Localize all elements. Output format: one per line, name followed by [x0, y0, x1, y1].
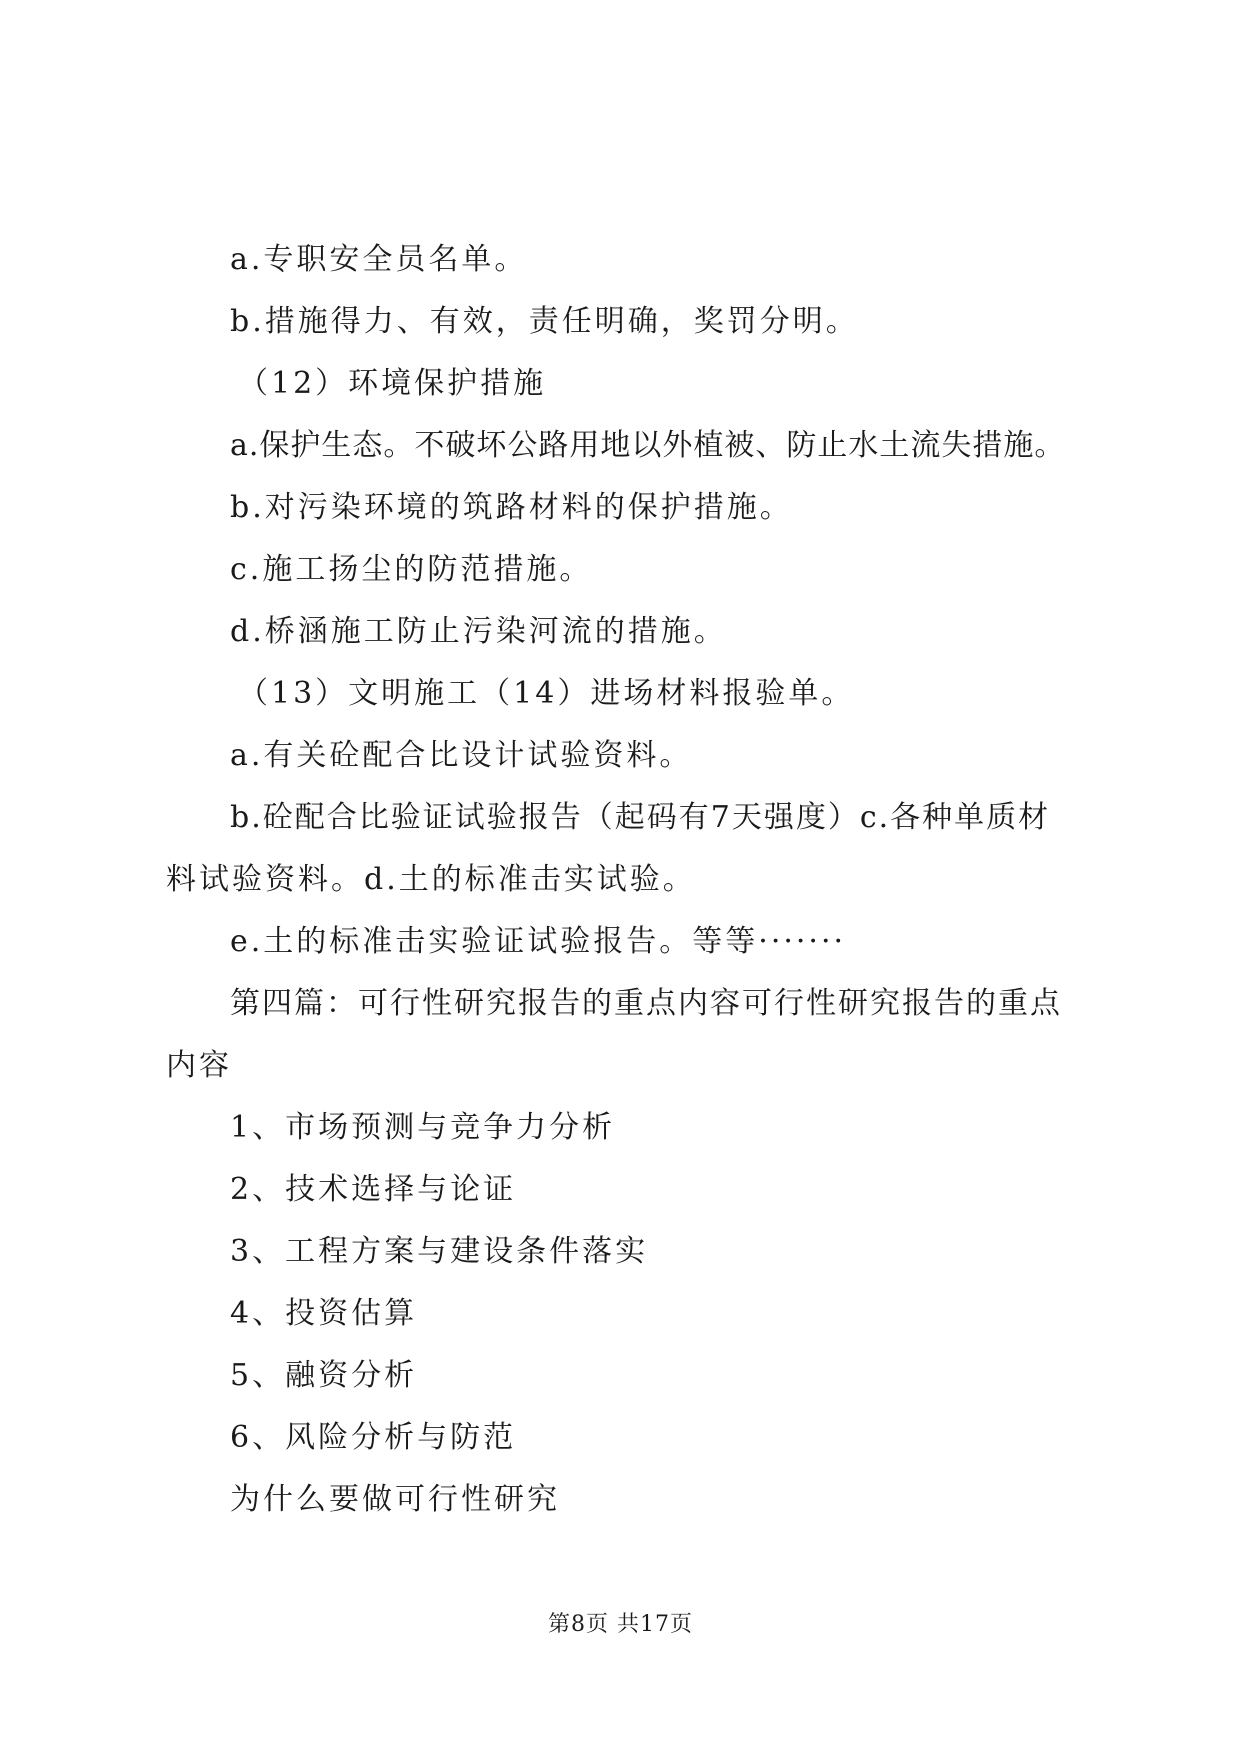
list-item: 1、市场预测与竞争力分析 — [230, 1110, 616, 1145]
text-line: a.有关砼配合比设计试验资料。 — [230, 738, 693, 773]
text-line: d.桥涵施工防止污染河流的措施。 — [230, 614, 727, 649]
page-footer: 第8页 共17页 — [548, 1612, 693, 1637]
list-item: 3、工程方案与建设条件落实 — [230, 1234, 649, 1269]
text-line: c.施工扬尘的防范措施。 — [230, 552, 593, 587]
list-item: 5、融资分析 — [230, 1358, 418, 1393]
section-heading: （12）环境保护措施 — [238, 366, 547, 401]
text-line: b.砼配合比验证试验报告（起码有7天强度）c.各种单质材 — [230, 800, 1051, 835]
section-heading: （13）文明施工（14）进场材料报验单。 — [238, 676, 855, 711]
list-item: 6、风险分析与防范 — [230, 1420, 517, 1455]
text-line: b.措施得力、有效，责任明确，奖罚分明。 — [230, 304, 859, 339]
text-line: 料试验资料。d.土的标准击实试验。 — [166, 862, 696, 897]
text-line: a.保护生态。不破坏公路用地以外植被、防止水土流失措施。 — [230, 428, 1066, 463]
text-line: e.土的标准击实验证试验报告。等等······· — [230, 924, 847, 959]
text-line: 内容 — [166, 1048, 232, 1083]
text-line: a.专职安全员名单。 — [230, 242, 528, 277]
text-line: b.对污染环境的筑路材料的保护措施。 — [230, 490, 793, 525]
section-heading: 第四篇：可行性研究报告的重点内容可行性研究报告的重点 — [230, 986, 1062, 1021]
list-item: 2、技术选择与论证 — [230, 1172, 517, 1207]
list-item: 4、投资估算 — [230, 1296, 418, 1331]
text-line: 为什么要做可行性研究 — [230, 1482, 560, 1517]
